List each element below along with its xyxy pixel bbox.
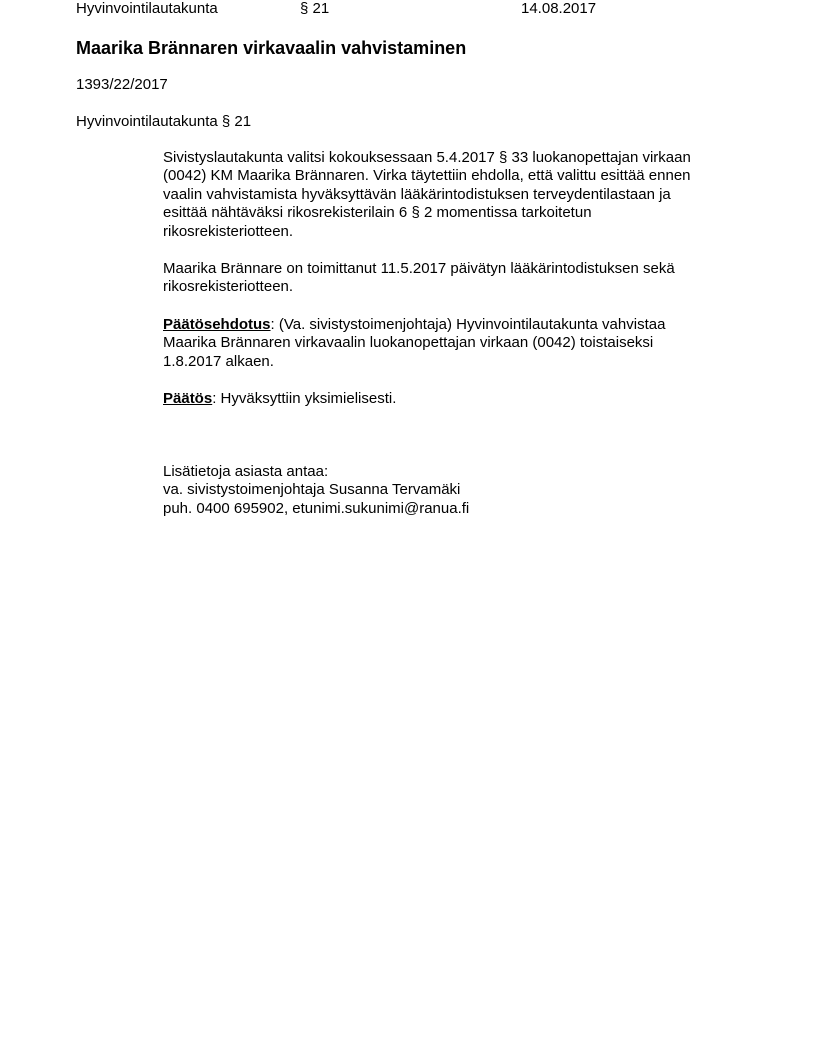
text-line: rikosrekisteriotteen. bbox=[163, 278, 294, 296]
text-line: vaalin vahvistamista hyväksyttävän lääkärintodistuksen terveydentilastaan ja bbox=[163, 185, 671, 203]
contact-line: Lisätietoja asiasta antaa: bbox=[163, 463, 329, 480]
proposal-text: : (Va. sivistystoimenjohtaja) Hyvinvointilautakunta vahvistaa bbox=[270, 316, 666, 333]
document-title: Maarika Brännaren virkavaalin vahvistaminen bbox=[76, 38, 467, 58]
status-paragraph bbox=[163, 260, 763, 297]
text-line: Maarika Brännare on toimittanut 11.5.2017 päivätyn lääkärintodistuksen sekä bbox=[163, 260, 675, 277]
proposal-label: Päätösehdotus bbox=[163, 316, 271, 333]
text-line: rikosrekisteriotteen. bbox=[163, 222, 294, 240]
section-reference: Hyvinvointilautakunta § 21 bbox=[76, 113, 252, 130]
decision-label: Päätös bbox=[163, 390, 213, 407]
header-organ: Hyvinvointilautakunta bbox=[76, 0, 218, 17]
text-line bbox=[163, 390, 763, 408]
header-paragraph: § 21 bbox=[300, 0, 330, 17]
text-line: Sivistyslautakunta valitsi kokouksessaan 5.4.2017 § 33 luokanopettajan virkaan bbox=[163, 149, 691, 166]
contact-line: puh. 0400 695902, etunimi.sukunimi@ranua.fi bbox=[163, 499, 470, 517]
text-line: esittää nähtäväksi rikosrekisterilain 6 § 2 momentissa tarkoitetun bbox=[163, 204, 592, 222]
decision-text: : Hyväksyttiin yksimielisesti. bbox=[212, 390, 397, 407]
case-number: 1393/22/2017 bbox=[76, 76, 168, 93]
decision-paragraph bbox=[163, 390, 763, 408]
header-date: 14.08.2017 bbox=[521, 0, 597, 17]
text-line: 1.8.2017 alkaen. bbox=[163, 352, 274, 370]
contact-line: va. sivistystoimenjohtaja Susanna Tervamäki bbox=[163, 481, 461, 499]
text-line: (0042) KM Maarika Brännaren. Virka täytettiin ehdolla, että valittu esittää ennen bbox=[163, 167, 691, 185]
text-line bbox=[163, 316, 763, 334]
proposal-paragraph bbox=[163, 316, 763, 371]
background-paragraph bbox=[163, 149, 763, 241]
text-line: Maarika Brännaren virkavaalin luokanopettajan virkaan (0042) toistaiseksi bbox=[163, 334, 654, 352]
contact-info bbox=[163, 463, 763, 518]
